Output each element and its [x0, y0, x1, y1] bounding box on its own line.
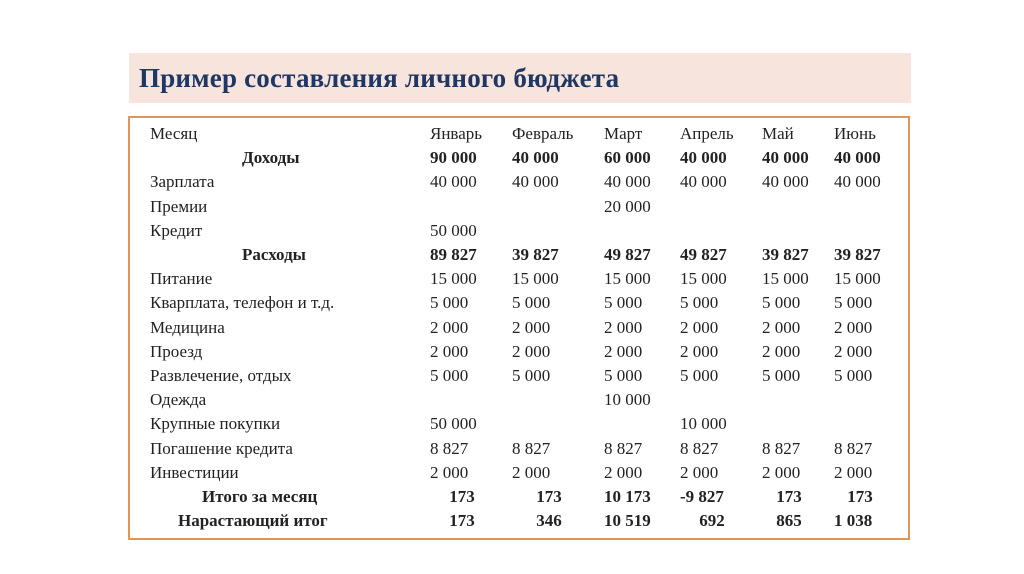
row-label: Проезд — [150, 341, 203, 361]
header-month: Январь — [430, 124, 483, 144]
header-month: Май — [762, 124, 794, 144]
table-cell — [762, 412, 834, 436]
row-label: Крупные покупки — [150, 414, 281, 434]
table-cell: 8 827 — [604, 438, 643, 458]
table-cell — [834, 388, 904, 412]
table-cell: 2 000 — [430, 317, 469, 337]
table-cell — [834, 219, 904, 243]
table-cell: 5 000 — [762, 293, 801, 313]
table-cell — [512, 195, 604, 219]
table-cell: 15 000 — [680, 269, 727, 289]
row-label: Кварплата, телефон и т.д. — [150, 293, 335, 313]
table-cell: 2 000 — [680, 317, 719, 337]
table-cell: 90 000 — [430, 148, 477, 168]
table-cell: 8 827 — [430, 438, 469, 458]
table-row — [150, 195, 904, 219]
row-label: Расходы — [242, 245, 306, 265]
table-cell: 39 827 — [762, 245, 809, 265]
table-cell — [512, 219, 604, 243]
table-row — [150, 461, 904, 485]
table-cell: 8 827 — [512, 438, 551, 458]
table-cell: 49 827 — [680, 245, 727, 265]
table-header-row — [150, 122, 904, 146]
table-row-expenses — [150, 243, 904, 267]
table-cell: 173 — [536, 486, 562, 506]
table-cell — [762, 388, 834, 412]
table-cell: 173 — [847, 486, 873, 506]
table-cell: 40 000 — [430, 172, 477, 192]
table-cell: 49 827 — [604, 245, 651, 265]
table-cell: 10 000 — [604, 390, 651, 410]
table-cell: 40 000 — [762, 148, 809, 168]
table-row-income — [150, 146, 904, 170]
table-cell: 2 000 — [430, 341, 469, 361]
table-row — [150, 170, 904, 194]
table-cell: 5 000 — [604, 293, 643, 313]
table-cell: 15 000 — [430, 269, 477, 289]
budget-table-frame — [128, 116, 910, 540]
table-cell — [512, 388, 604, 412]
table-cell: 50 000 — [430, 414, 477, 434]
table-cell: 5 000 — [680, 365, 719, 385]
table-cell: 1 038 — [834, 511, 873, 531]
header-month: Июнь — [834, 124, 876, 144]
table-cell — [604, 219, 680, 243]
table-row — [150, 364, 904, 388]
table-cell — [430, 388, 512, 412]
table-cell — [604, 412, 680, 436]
table-cell: 865 — [776, 511, 802, 531]
table-cell: 2 000 — [604, 341, 643, 361]
row-label: Премии — [150, 196, 208, 216]
row-label: Одежда — [150, 390, 207, 410]
table-cell: 5 000 — [604, 365, 643, 385]
table-cell — [762, 195, 834, 219]
table-cell: 2 000 — [680, 341, 719, 361]
table-cell: 40 000 — [512, 148, 559, 168]
budget-table — [150, 122, 904, 533]
header-month: Февраль — [512, 124, 574, 144]
table-cell: 2 000 — [680, 462, 719, 482]
table-cell — [762, 219, 834, 243]
table-cell: 40 000 — [604, 172, 651, 192]
table-cell: 89 827 — [430, 245, 477, 265]
table-cell: 2 000 — [604, 317, 643, 337]
table-cell: 15 000 — [604, 269, 651, 289]
table-cell: 2 000 — [834, 341, 873, 361]
table-cell: 2 000 — [762, 462, 801, 482]
table-cell: 10 000 — [680, 414, 727, 434]
table-cell: 40 000 — [680, 148, 727, 168]
slide-title: Пример составления личного бюджета — [139, 62, 620, 93]
table-cell: 20 000 — [604, 196, 651, 216]
table-row — [150, 219, 904, 243]
table-cell — [680, 219, 762, 243]
table-cell: 10 519 — [604, 511, 651, 531]
row-label: Доходы — [242, 148, 300, 168]
title-bar — [129, 53, 911, 103]
table-row-monthly-total — [150, 485, 904, 509]
table-cell: 40 000 — [834, 172, 881, 192]
row-label: Медицина — [150, 317, 225, 337]
table-cell: 10 173 — [604, 486, 651, 506]
table-cell: 2 000 — [512, 462, 551, 482]
table-cell: -9 827 — [680, 486, 724, 506]
row-label: Питание — [150, 269, 213, 289]
row-label: Зарплата — [150, 172, 215, 192]
table-cell — [512, 412, 604, 436]
table-cell: 5 000 — [430, 365, 469, 385]
table-cell: 173 — [449, 511, 475, 531]
table-cell: 5 000 — [762, 365, 801, 385]
table-row — [150, 291, 904, 315]
table-cell: 60 000 — [604, 148, 651, 168]
table-row — [150, 436, 904, 460]
header-label: Месяц — [150, 124, 198, 144]
table-cell: 5 000 — [834, 365, 873, 385]
table-row — [150, 412, 904, 436]
table-cell — [680, 388, 762, 412]
row-label: Погашение кредита — [150, 438, 293, 458]
table-cell: 8 827 — [834, 438, 873, 458]
table-cell: 2 000 — [430, 462, 469, 482]
table-cell — [430, 195, 512, 219]
table-cell: 5 000 — [430, 293, 469, 313]
table-cell: 2 000 — [834, 317, 873, 337]
table-cell: 2 000 — [604, 462, 643, 482]
table-cell: 40 000 — [834, 148, 881, 168]
table-cell: 2 000 — [834, 462, 873, 482]
table-cell: 50 000 — [430, 220, 477, 240]
header-month: Апрель — [680, 124, 734, 144]
table-cell: 5 000 — [834, 293, 873, 313]
table-row — [150, 388, 904, 412]
table-row — [150, 340, 904, 364]
table-cell: 5 000 — [680, 293, 719, 313]
table-cell: 2 000 — [762, 317, 801, 337]
table-row — [150, 267, 904, 291]
table-cell: 5 000 — [512, 365, 551, 385]
table-cell: 39 827 — [834, 245, 881, 265]
table-cell: 5 000 — [512, 293, 551, 313]
table-cell: 40 000 — [762, 172, 809, 192]
table-cell: 39 827 — [512, 245, 559, 265]
table-cell: 8 827 — [680, 438, 719, 458]
table-cell: 40 000 — [512, 172, 559, 192]
header-month: Март — [604, 124, 643, 144]
row-label: Нарастающий итог — [178, 511, 328, 531]
table-cell: 15 000 — [762, 269, 809, 289]
table-cell: 173 — [776, 486, 802, 506]
table-cell: 692 — [699, 511, 725, 531]
table-cell: 2 000 — [512, 317, 551, 337]
table-cell — [680, 195, 762, 219]
table-cell: 15 000 — [512, 269, 559, 289]
table-row-cumulative-total — [150, 509, 904, 533]
row-label: Итого за месяц — [202, 486, 318, 506]
table-cell: 346 — [536, 511, 562, 531]
table-cell: 173 — [449, 486, 475, 506]
row-label: Кредит — [150, 220, 203, 240]
row-label: Инвестиции — [150, 462, 239, 482]
table-cell — [834, 412, 904, 436]
table-cell: 40 000 — [680, 172, 727, 192]
row-label: Развлечение, отдых — [150, 365, 292, 385]
table-row — [150, 316, 904, 340]
table-cell: 8 827 — [762, 438, 801, 458]
table-cell: 15 000 — [834, 269, 881, 289]
table-cell — [834, 195, 904, 219]
table-cell: 2 000 — [762, 341, 801, 361]
table-cell: 2 000 — [512, 341, 551, 361]
